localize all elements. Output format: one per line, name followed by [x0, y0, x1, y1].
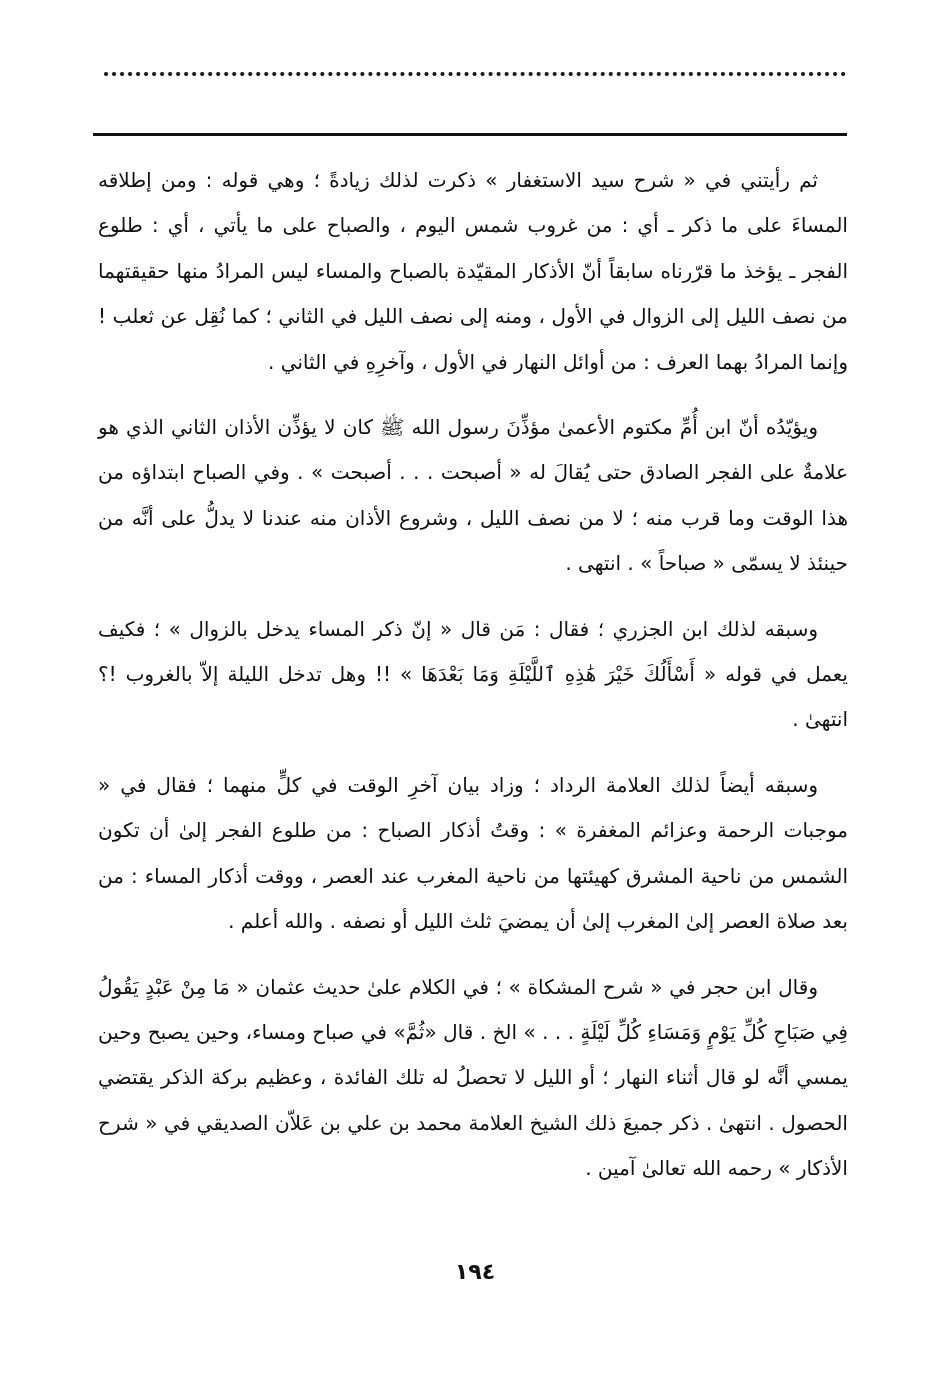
paragraph-1: ثم رأيتني في « شرح سيد الاستغفار » ذكرت لذلك زيادةً ؛ وهي قوله : ومن إطلاقه المساءَ على ما ذكر ـ أي : من غروب شمس اليوم ، والصباح على ما يأتي ، أي : طلوع الفجر ـ يؤخذ ما قرّرناه سابقاً أنّ الأذكار المقيّدة بالصباح والمساء ليس المرادُ منها حقيقتهما من نصف الليل إلى الزوال في الأول ، ومنه إلى نصف الليل في الثاني ؛ كما نُقِل عن ثعلب ! وإنما المرادُ بهما العرف : من أوائل النهار في الأول ، وآخرِهِ في الثاني . [98, 168, 848, 374]
body-text [98, 158, 848, 1212]
dotted-separator [104, 72, 846, 92]
page-number: ١٩٤ [454, 1260, 496, 1285]
paragraph-2: ويؤيّدُه أنّ ابن أُمِّ مكتوم الأعمىٰ مؤذِّنَ رسول الله ﷺ كان لا يؤذِّن الأذان الثاني الذي هو علامةٌ على الفجر الصادق حتى يُقالَ له « أصبحت . . . أصبحت » . وفي الصباح ابتداؤه من هذا الوقت وما قرب منه ؛ لا من نصف الليل ، وشروع الأذان منه عندنا لا يدلُّ على أنَّه من حينئذ لا يسمّى « صباحاً » . انتهى . [98, 415, 848, 576]
paragraph-5: وقال ابن حجر في « شرح المشكاة » ؛ في الكلام علىٰ حديث عثمان « مَا مِنْ عَبْدٍ يَقُولُ فِي صَبَاحِ كُلِّ يَوْمٍ وَمَسَاءِ كُلِّ لَيْلَةٍ . . . » الخ . قال «ثُمَّ» في صباح ومساء، وحين يصبح وحين يمسي أنَّه لو قال أثناء النهار ؛ أو الليل لا تحصلُ له تلك الفائدة ، وعظيم بركة الذكر يقتضي الحصول . انتهىٰ . ذكر جميعَ ذلك الشيخ العلامة محمد بن علي بن عَلاّن الصديقي في « شرح الأذكار » رحمه الله تعالىٰ آمين . [98, 974, 848, 1181]
paragraph-3: وسبقه لذلك ابن الجزري ؛ فقال : مَن قال « إنّ ذكر المساء يدخل بالزوال » ؛ فكيف يعمل في قوله « أَسْأَلُكَ خَيْرَ هَٰذِهِ ٱللَّيْلَةِ وَمَا بَعْدَهَا » !! وهل تدخل الليلة إلاّ بالغروب !؟ انتهىٰ . [98, 616, 848, 732]
paragraph-4: وسبقه أيضاً لذلك العلامة الرداد ؛ وزاد بيان آخرِ الوقت في كلٍّ منهما ؛ فقال في « موجبات الرحمة وعزائم المغفرة » : وقتُ أذكار الصباح : من طلوع الفجر إلىٰ أن تكون الشمس من ناحية المشرق كهيئتها من ناحية المغرب عند العصر ، ووقت أذكار المساء : من بعد صلاة العصر إلىٰ المغرب إلىٰ أن يمضيَ ثلث الليل أو نصفه . والله أعلم . [98, 772, 848, 934]
header-rule [93, 133, 847, 136]
